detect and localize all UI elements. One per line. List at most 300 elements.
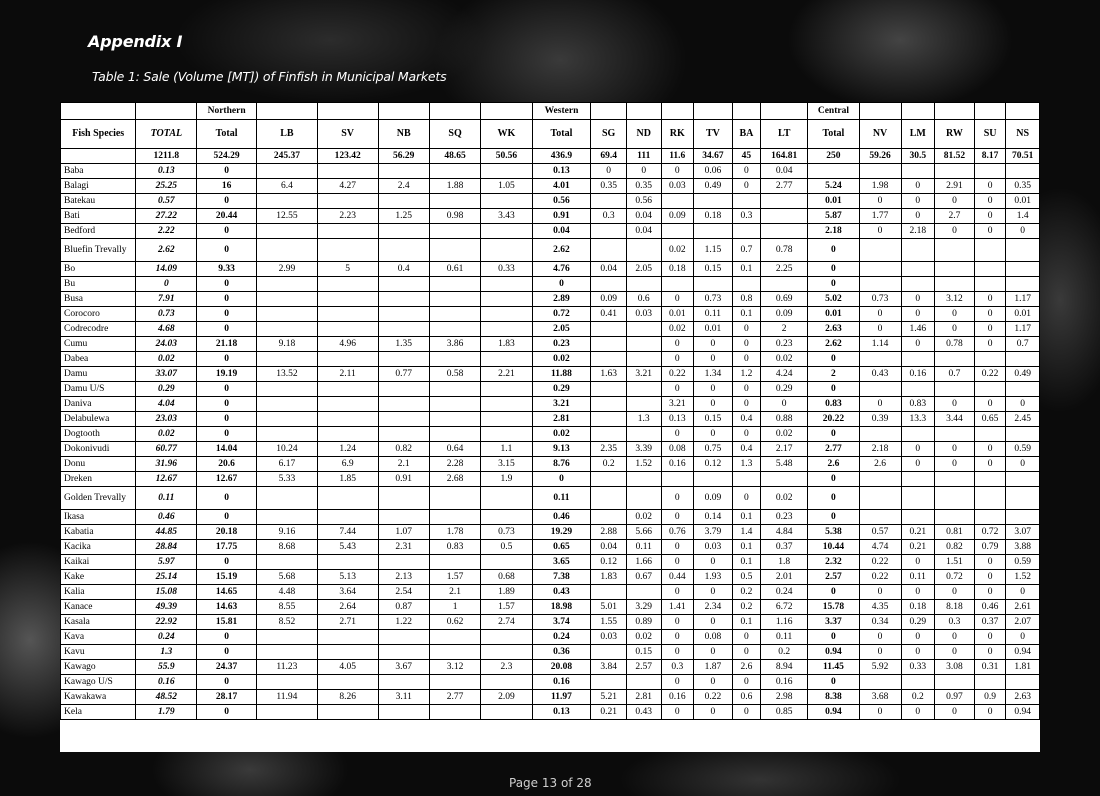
market-value-cell: 0.77 — [378, 367, 429, 382]
column-header: Total — [808, 120, 859, 149]
market-value-cell — [378, 292, 429, 307]
region-total-cell: 0.04 — [532, 224, 591, 239]
region-total-cell: 0 — [808, 262, 859, 277]
market-value-cell: 3.67 — [378, 660, 429, 675]
market-value-cell: 0.18 — [694, 209, 733, 224]
market-value-cell: 1.57 — [429, 570, 480, 585]
market-value-cell — [974, 382, 1005, 397]
market-value-cell — [732, 277, 760, 292]
region-total-cell: 2.05 — [532, 322, 591, 337]
region-total-cell: 2.89 — [532, 292, 591, 307]
total-cell: 70.51 — [1006, 149, 1040, 164]
market-value-cell — [974, 352, 1005, 367]
market-value-cell — [256, 164, 317, 179]
region-total-cell: 20.22 — [808, 412, 859, 427]
market-value-cell: 2.99 — [256, 262, 317, 277]
market-value-cell: 0.16 — [661, 457, 693, 472]
grand-total-cell: 12.67 — [136, 472, 197, 487]
market-value-cell: 2.01 — [761, 570, 808, 585]
market-value-cell: 0 — [859, 307, 901, 322]
market-value-cell — [378, 164, 429, 179]
region-total-cell: 0.56 — [532, 194, 591, 209]
market-value-cell: 0 — [974, 194, 1005, 209]
market-value-cell — [481, 705, 532, 720]
table-row — [61, 352, 1040, 367]
market-value-cell: 0 — [901, 307, 935, 322]
species-name: Bu — [61, 277, 136, 292]
grand-total-cell: 0.11 — [136, 487, 197, 510]
market-value-cell — [429, 239, 480, 262]
market-value-cell: 0.18 — [661, 262, 693, 277]
market-value-cell: 1.4 — [732, 525, 760, 540]
market-value-cell: 12.55 — [256, 209, 317, 224]
market-value-cell — [256, 645, 317, 660]
market-value-cell: 0 — [661, 382, 693, 397]
region-total-cell: 2.32 — [808, 555, 859, 570]
region-total-cell: 0 — [197, 630, 257, 645]
market-value-cell: 0 — [935, 442, 975, 457]
market-value-cell — [481, 307, 532, 322]
region-total-cell: 20.18 — [197, 525, 257, 540]
market-value-cell — [429, 397, 480, 412]
market-value-cell: 0.44 — [661, 570, 693, 585]
market-value-cell — [1006, 239, 1040, 262]
market-value-cell: 4.84 — [761, 525, 808, 540]
grand-total-cell: 0.29 — [136, 382, 197, 397]
market-value-cell — [317, 164, 378, 179]
market-value-cell: 0.22 — [859, 570, 901, 585]
total-cell: 123.42 — [317, 149, 378, 164]
market-value-cell: 0 — [694, 555, 733, 570]
region-total-cell: 0 — [808, 382, 859, 397]
market-value-cell — [859, 352, 901, 367]
market-value-cell — [429, 322, 480, 337]
market-value-cell — [317, 397, 378, 412]
market-value-cell: 0.78 — [935, 337, 975, 352]
market-value-cell: 0.1 — [732, 307, 760, 322]
market-value-cell: 0.13 — [661, 412, 693, 427]
market-value-cell: 0.31 — [974, 660, 1005, 675]
table-row — [61, 442, 1040, 457]
table-row — [61, 194, 1040, 209]
market-value-cell: 0 — [732, 397, 760, 412]
market-value-cell: 0 — [732, 352, 760, 367]
market-value-cell — [317, 382, 378, 397]
market-value-cell: 0.85 — [761, 705, 808, 720]
market-value-cell — [935, 510, 975, 525]
market-value-cell — [591, 352, 627, 367]
market-value-cell: 8.94 — [761, 660, 808, 675]
region-total-cell: 3.37 — [808, 615, 859, 630]
grand-total-cell: 4.68 — [136, 322, 197, 337]
region-total-cell: 16 — [197, 179, 257, 194]
market-value-cell: 1.93 — [694, 570, 733, 585]
market-value-cell: 0.35 — [626, 179, 661, 194]
market-value-cell: 0.11 — [626, 540, 661, 555]
market-value-cell — [256, 412, 317, 427]
market-value-cell: 0.21 — [901, 540, 935, 555]
region-central: Central — [808, 103, 859, 120]
market-value-cell: 2.18 — [859, 442, 901, 457]
market-value-cell: 0.04 — [626, 224, 661, 239]
market-value-cell — [974, 675, 1005, 690]
region-total-cell: 14.04 — [197, 442, 257, 457]
table-row — [61, 472, 1040, 487]
market-value-cell: 1.25 — [378, 209, 429, 224]
market-value-cell: 5.92 — [859, 660, 901, 675]
region-total-cell: 2.62 — [532, 239, 591, 262]
market-value-cell: 2.6 — [859, 457, 901, 472]
market-value-cell: 0.1 — [732, 510, 760, 525]
market-value-cell: 1.66 — [626, 555, 661, 570]
region-cell-blank — [626, 103, 661, 120]
market-value-cell: 0.89 — [626, 615, 661, 630]
market-value-cell: 0 — [661, 427, 693, 442]
table-row — [61, 585, 1040, 600]
market-value-cell: 2.09 — [481, 690, 532, 705]
market-value-cell: 1 — [429, 600, 480, 615]
total-cell: 250 — [808, 149, 859, 164]
species-name: Kawakawa — [61, 690, 136, 705]
market-value-cell — [859, 239, 901, 262]
market-value-cell: 0.37 — [974, 615, 1005, 630]
region-cell-blank — [694, 103, 733, 120]
market-value-cell: 0.5 — [732, 570, 760, 585]
region-total-cell: 0 — [197, 397, 257, 412]
total-cell: 8.17 — [974, 149, 1005, 164]
region-cell-blank — [661, 103, 693, 120]
market-value-cell: 0.08 — [661, 442, 693, 457]
grand-total-cell: 44.85 — [136, 525, 197, 540]
market-value-cell: 0.09 — [761, 307, 808, 322]
grand-total-cell: 31.96 — [136, 457, 197, 472]
market-value-cell: 0.82 — [935, 540, 975, 555]
region-total-cell: 0 — [197, 382, 257, 397]
market-value-cell: 2.3 — [481, 660, 532, 675]
market-value-cell — [378, 382, 429, 397]
market-value-cell — [429, 382, 480, 397]
market-value-cell: 0 — [935, 585, 975, 600]
market-value-cell: 0 — [1006, 397, 1040, 412]
market-value-cell — [974, 510, 1005, 525]
region-total-cell: 0 — [197, 427, 257, 442]
market-value-cell: 8.55 — [256, 600, 317, 615]
region-total-cell: 0.36 — [532, 645, 591, 660]
species-name: Kawago — [61, 660, 136, 675]
grand-total-cell: 25.25 — [136, 179, 197, 194]
market-value-cell — [935, 262, 975, 277]
total-cell: 81.52 — [935, 149, 975, 164]
market-value-cell: 0.59 — [1006, 442, 1040, 457]
market-value-cell — [626, 585, 661, 600]
market-value-cell — [694, 224, 733, 239]
region-total-cell: 0 — [197, 164, 257, 179]
market-value-cell: 0 — [935, 307, 975, 322]
region-cell-blank — [429, 103, 480, 120]
market-value-cell: 0 — [661, 705, 693, 720]
grand-total-cell: 0.73 — [136, 307, 197, 322]
region-total-cell: 19.19 — [197, 367, 257, 382]
region-total-cell: 0.02 — [532, 352, 591, 367]
market-value-cell: 0 — [661, 352, 693, 367]
market-value-cell — [761, 224, 808, 239]
market-value-cell — [429, 352, 480, 367]
market-value-cell — [661, 194, 693, 209]
market-value-cell: 0.78 — [761, 239, 808, 262]
market-value-cell — [481, 322, 532, 337]
market-value-cell: 0.29 — [761, 382, 808, 397]
market-value-cell: 4.05 — [317, 660, 378, 675]
market-value-cell — [901, 487, 935, 510]
total-cell: 30.5 — [901, 149, 935, 164]
region-total-cell: 3.74 — [532, 615, 591, 630]
market-value-cell: 3.88 — [1006, 540, 1040, 555]
species-name: Balagi — [61, 179, 136, 194]
market-value-cell — [378, 322, 429, 337]
region-total-cell: 5.38 — [808, 525, 859, 540]
market-value-cell: 3.29 — [626, 600, 661, 615]
market-value-cell: 0 — [901, 292, 935, 307]
market-value-cell — [256, 427, 317, 442]
market-value-cell: 0 — [761, 397, 808, 412]
market-value-cell — [901, 675, 935, 690]
market-value-cell: 0.1 — [732, 555, 760, 570]
table-row — [61, 487, 1040, 510]
region-total-cell: 0.46 — [532, 510, 591, 525]
market-value-cell: 0 — [935, 645, 975, 660]
region-total-cell: 0.91 — [532, 209, 591, 224]
market-value-cell — [378, 194, 429, 209]
market-value-cell: 0 — [661, 555, 693, 570]
region-total-cell: 19.29 — [532, 525, 591, 540]
market-value-cell: 1.46 — [901, 322, 935, 337]
market-value-cell: 0.1 — [732, 262, 760, 277]
region-total-cell: 14.65 — [197, 585, 257, 600]
species-name: Kake — [61, 570, 136, 585]
grand-total-cell: 49.39 — [136, 600, 197, 615]
market-value-cell — [256, 397, 317, 412]
market-value-cell: 0.11 — [901, 570, 935, 585]
table-title: Table 1: Sale (Volume [MT]) of Finfish in Municipal Markets — [92, 69, 447, 84]
region-total-cell: 0 — [808, 472, 859, 487]
region-total-cell: 0 — [197, 224, 257, 239]
market-value-cell: 0.16 — [761, 675, 808, 690]
market-value-cell: 0.82 — [378, 442, 429, 457]
region-total-cell: 3.65 — [532, 555, 591, 570]
market-value-cell — [974, 262, 1005, 277]
market-value-cell: 0 — [661, 337, 693, 352]
market-value-cell: 6.17 — [256, 457, 317, 472]
market-value-cell: 0.61 — [429, 262, 480, 277]
market-value-cell — [481, 194, 532, 209]
market-value-cell — [974, 277, 1005, 292]
total-cell: 50.56 — [481, 149, 532, 164]
market-value-cell: 0 — [974, 585, 1005, 600]
market-value-cell — [1006, 472, 1040, 487]
market-value-cell: 0.7 — [732, 239, 760, 262]
market-value-cell: 2.1 — [378, 457, 429, 472]
market-value-cell: 0.02 — [661, 322, 693, 337]
market-value-cell: 0.24 — [761, 585, 808, 600]
market-value-cell — [901, 164, 935, 179]
region-total-cell: 0 — [808, 675, 859, 690]
total-cell: 45 — [732, 149, 760, 164]
market-value-cell: 0 — [859, 322, 901, 337]
market-value-cell — [661, 472, 693, 487]
table-row — [61, 307, 1040, 322]
species-name: Kalia — [61, 585, 136, 600]
market-value-cell: 0 — [732, 164, 760, 179]
grand-total-cell: 48.52 — [136, 690, 197, 705]
market-value-cell — [626, 487, 661, 510]
market-value-cell — [901, 239, 935, 262]
market-value-cell: 0.5 — [481, 540, 532, 555]
market-value-cell — [256, 239, 317, 262]
market-value-cell: 5.43 — [317, 540, 378, 555]
market-value-cell — [974, 164, 1005, 179]
market-value-cell: 0.02 — [761, 352, 808, 367]
total-cell: 1211.8 — [136, 149, 197, 164]
region-total-cell: 0 — [197, 645, 257, 660]
table-row — [61, 239, 1040, 262]
region-cell-blank — [136, 103, 197, 120]
market-value-cell: 1.41 — [661, 600, 693, 615]
market-value-cell: 3.11 — [378, 690, 429, 705]
market-value-cell: 2.6 — [732, 660, 760, 675]
species-name: Busa — [61, 292, 136, 307]
market-value-cell — [429, 555, 480, 570]
market-value-cell: 0 — [694, 705, 733, 720]
total-cell: 56.29 — [378, 149, 429, 164]
market-value-cell: 6.9 — [317, 457, 378, 472]
market-value-cell: 0.88 — [761, 412, 808, 427]
column-header: SG — [591, 120, 627, 149]
region-total-cell: 0.11 — [532, 487, 591, 510]
region-total-cell: 0 — [808, 239, 859, 262]
market-value-cell: 0.2 — [901, 690, 935, 705]
market-value-cell — [935, 472, 975, 487]
market-value-cell — [256, 322, 317, 337]
market-value-cell: 0.35 — [591, 179, 627, 194]
grand-total-cell: 0.24 — [136, 630, 197, 645]
market-value-cell: 0.62 — [429, 615, 480, 630]
market-value-cell: 1.8 — [761, 555, 808, 570]
market-value-cell: 0.68 — [481, 570, 532, 585]
region-total-cell: 20.6 — [197, 457, 257, 472]
market-value-cell: 0 — [974, 337, 1005, 352]
market-value-cell — [378, 307, 429, 322]
market-value-cell — [481, 675, 532, 690]
region-total-cell: 4.01 — [532, 179, 591, 194]
species-name: Corocoro — [61, 307, 136, 322]
region-total-cell: 2.62 — [808, 337, 859, 352]
region-total-cell: 20.44 — [197, 209, 257, 224]
market-value-cell — [256, 352, 317, 367]
market-value-cell: 1.77 — [859, 209, 901, 224]
column-header: RW — [935, 120, 975, 149]
region-total-cell: 0.29 — [532, 382, 591, 397]
region-total-cell: 0 — [808, 427, 859, 442]
market-value-cell — [429, 307, 480, 322]
market-value-cell: 0.16 — [661, 690, 693, 705]
species-name: Dogtooth — [61, 427, 136, 442]
market-value-cell: 1.34 — [694, 367, 733, 382]
market-value-cell — [901, 427, 935, 442]
market-value-cell: 0 — [901, 555, 935, 570]
grand-total-cell: 1.3 — [136, 645, 197, 660]
market-value-cell — [256, 555, 317, 570]
grand-total-cell: 55.9 — [136, 660, 197, 675]
region-cell-blank — [732, 103, 760, 120]
market-value-cell: 0 — [661, 292, 693, 307]
market-value-cell — [591, 510, 627, 525]
market-value-cell: 0 — [1006, 630, 1040, 645]
market-value-cell — [256, 630, 317, 645]
market-value-cell — [429, 705, 480, 720]
market-value-cell: 0.3 — [935, 615, 975, 630]
total-cell: 245.37 — [256, 149, 317, 164]
market-value-cell: 0 — [661, 630, 693, 645]
market-value-cell: 0 — [732, 705, 760, 720]
table-row — [61, 615, 1040, 630]
market-value-cell — [256, 194, 317, 209]
market-value-cell — [481, 487, 532, 510]
region-western: Western — [532, 103, 591, 120]
market-value-cell — [661, 224, 693, 239]
total-cell: 48.65 — [429, 149, 480, 164]
market-value-cell: 0 — [859, 630, 901, 645]
market-value-cell: 0 — [859, 585, 901, 600]
region-total-cell: 2.63 — [808, 322, 859, 337]
market-value-cell: 0 — [901, 442, 935, 457]
grand-total-cell: 1.79 — [136, 705, 197, 720]
region-total-cell: 20.08 — [532, 660, 591, 675]
market-value-cell: 0 — [935, 322, 975, 337]
market-value-cell: 0 — [974, 705, 1005, 720]
column-header: BA — [732, 120, 760, 149]
market-value-cell — [935, 487, 975, 510]
market-value-cell: 0.01 — [694, 322, 733, 337]
market-value-cell: 1.98 — [859, 179, 901, 194]
species-name: Kanace — [61, 600, 136, 615]
market-value-cell: 4.35 — [859, 600, 901, 615]
species-name: Daniva — [61, 397, 136, 412]
market-value-cell — [732, 224, 760, 239]
region-total-cell: 0.72 — [532, 307, 591, 322]
market-value-cell: 5.68 — [256, 570, 317, 585]
market-value-cell: 0.2 — [591, 457, 627, 472]
market-value-cell: 2.81 — [626, 690, 661, 705]
market-value-cell — [481, 510, 532, 525]
market-value-cell: 0.87 — [378, 600, 429, 615]
market-value-cell: 0.09 — [694, 487, 733, 510]
market-value-cell — [481, 352, 532, 367]
market-value-cell — [626, 337, 661, 352]
market-value-cell — [1006, 510, 1040, 525]
table-row — [61, 179, 1040, 194]
region-total-cell: 0 — [197, 487, 257, 510]
market-value-cell: 0.79 — [974, 540, 1005, 555]
market-value-cell: 2.91 — [935, 179, 975, 194]
market-value-cell — [317, 675, 378, 690]
market-value-cell — [626, 472, 661, 487]
market-value-cell — [901, 382, 935, 397]
market-value-cell — [429, 645, 480, 660]
market-value-cell: 13.3 — [901, 412, 935, 427]
market-value-cell: 0.6 — [732, 690, 760, 705]
market-value-cell — [256, 510, 317, 525]
market-value-cell: 0 — [661, 615, 693, 630]
